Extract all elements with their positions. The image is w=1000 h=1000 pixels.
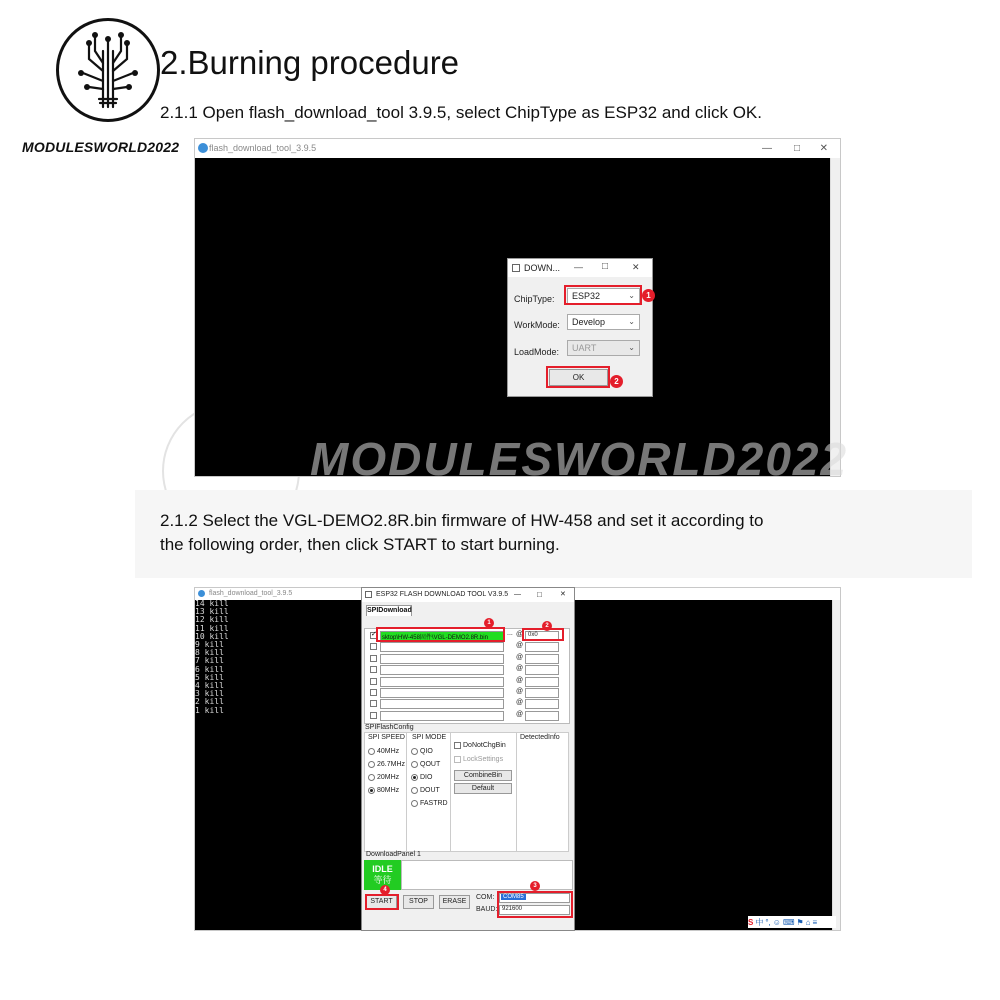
file-checkbox[interactable]: ✓ [371,631,377,638]
file-path-input[interactable] [380,688,504,698]
terminal-line: 11 kill [195,623,229,633]
address-input[interactable] [525,642,559,652]
ok-label: OK [572,373,585,382]
default-label: Default [471,785,495,792]
chip-type-value: ESP32 [572,291,601,301]
step-2-instruction-line-1: 2.1.2 Select the VGL-DEMO2.8R.bin firmware of HW-458 and set it according to [160,511,764,530]
terminal-line: 13 kill [195,607,229,617]
page-title: 2.Burning procedure [160,44,460,81]
tool-minimize-icon[interactable]: — [514,591,521,598]
spi-mode-option-label: DIO [420,774,433,781]
load-mode-select [567,340,640,356]
file-path-input[interactable] [380,642,504,652]
baud-value: 921600 [502,906,523,912]
dialog-maximize-icon[interactable]: □ [602,261,609,272]
at-symbol: @ [516,688,524,695]
spi-mode-radio[interactable] [411,748,418,755]
terminal-line: 7 kill [195,656,224,666]
tool-close-icon[interactable]: ✕ [560,591,566,598]
terminal-line: 5 kill [195,672,224,682]
combine-bin-button[interactable] [454,770,512,781]
chevron-down-icon: ⌄ [628,343,635,352]
spi-speed-option-label: 26.7MHz [377,761,406,768]
file-checkbox[interactable] [370,655,377,662]
spi-mode-radio[interactable] [411,774,418,781]
app-gear-icon [198,143,208,153]
download-log [401,860,573,890]
file-list [364,628,570,724]
spi-speed-option-label: 20MHz [377,774,400,781]
erase-label: ERASE [442,898,467,905]
marker-address: 2 [542,621,552,631]
dialog-title-bar [508,259,652,277]
spi-mode-radio[interactable] [411,787,418,794]
minimize-icon[interactable]: — [762,143,772,154]
brand-name: MODULESWORLD2022 [22,139,180,155]
at-symbol: @ [516,631,524,638]
tray-icon[interactable]: ☺ [772,917,781,927]
highlight-box-start [365,894,399,910]
terminal-line: 10 kill [195,631,229,641]
load-mode-value: UART [572,343,597,353]
spi-divider-2 [450,732,451,852]
lock-settings-checkbox [454,756,461,763]
file-path-input[interactable] [380,711,504,721]
erase-button[interactable] [439,895,470,909]
vertical-scrollbar[interactable] [830,158,840,476]
app-gear-icon [198,590,205,597]
step-1-instruction: 2.1.1 Open flash_download_tool 3.9.5, select ChipType as ESP32 and click OK. [160,103,762,122]
baud-label: BAUD: [476,906,498,913]
terminal-line: 4 kill [195,681,224,691]
tray-icon[interactable]: 中 [755,917,764,927]
tool-title-bar [362,588,574,602]
terminal-output [195,600,229,715]
file-path-value: sktop\HW-458固件\VGL-DEMO2.8R.bin [382,635,488,641]
com-value: COM85 [503,894,524,900]
system-tray [748,916,836,928]
address-input[interactable] [525,711,559,721]
window-title: flash_download_tool_3.9.5 [209,590,293,597]
stop-button[interactable] [403,895,434,909]
file-checkbox[interactable] [370,678,377,685]
chevron-down-icon: ⌄ [628,291,635,300]
spi-divider-3 [516,732,517,852]
work-mode-label: WorkMode: [514,320,560,330]
step-2-instruction-line-2: the following order, then click START to start burning. [160,535,560,554]
work-mode-select[interactable] [567,314,640,330]
vertical-scrollbar[interactable] [832,600,840,930]
highlight-box-2 [546,366,610,388]
at-symbol: @ [516,653,524,661]
file-path-input[interactable] [380,665,504,675]
file-path-input[interactable] [380,699,504,709]
maximize-icon[interactable]: □ [793,143,800,154]
file-checkbox[interactable] [370,689,377,696]
dialog-minimize-icon[interactable]: — [574,262,583,272]
spi-speed-option-label: 40MHz [377,748,400,755]
terminal-line: 9 kill [195,640,224,650]
step-marker-1: 1 [642,289,655,302]
at-symbol: @ [516,699,524,707]
spi-mode-option-label: FASTRD [420,800,448,807]
chip-select-dialog [507,258,653,397]
tray-icon[interactable]: ⚑ [796,917,804,927]
at-symbol: @ [516,710,524,718]
file-checkbox[interactable] [370,712,377,719]
download-panel-label: DownloadPanel 1 [366,851,421,858]
file-path-input[interactable] [380,654,504,664]
esp32-download-tool-window [361,587,575,931]
spi-mode-label: SPI MODE [412,734,447,741]
flash-tool-window-1 [194,138,841,477]
spi-speed-radio[interactable] [368,761,375,768]
spi-speed-radio[interactable] [368,748,375,755]
marker-start: 4 [380,885,390,895]
terminal-line: 3 kill [195,689,224,699]
spi-divider-1 [406,732,407,852]
address-input[interactable] [525,699,559,709]
tray-icon[interactable]: ≡ [812,917,818,927]
tab-label: SPIDownload [367,607,412,614]
spi-flash-config-label: SPIFlashConfig [365,724,414,731]
spi-mode-option-label: QOUT [420,761,441,768]
work-mode-value: Develop [572,317,606,327]
dialog-title: DOWN... [524,263,560,273]
terminal-line: 2 kill [195,697,224,707]
file-path-input[interactable] [380,677,504,687]
start-label: START [370,898,393,905]
window-title: flash_download_tool_3.9.5 [209,143,317,153]
watermark-text: MODULESWORLD2022 [310,433,849,485]
com-label: COM: [476,894,495,901]
status-idle: IDLE [372,864,393,874]
close-icon[interactable]: ✕ [819,143,828,154]
file-checkbox[interactable] [370,700,377,707]
spi-mode-option-label: QIO [420,748,433,755]
address-input[interactable] [525,654,559,664]
address-input[interactable] [525,688,559,698]
do-not-chg-bin-label: DoNotChgBin [463,742,506,749]
window-title-bar [195,139,840,158]
tray-icon[interactable]: °, [765,917,771,927]
terminal-line: 12 kill [195,615,229,625]
at-symbol: @ [516,676,524,684]
spi-speed-label: SPI SPEED [368,734,405,741]
browse-button[interactable]: ... [507,630,513,637]
at-symbol: @ [516,642,524,650]
address-input[interactable] [525,665,559,675]
marker-com-baud: 3 [530,881,540,891]
spi-mode-radio[interactable] [411,761,418,768]
file-checkbox[interactable] [370,643,377,650]
combine-bin-label: CombineBin [463,772,503,779]
detected-info-label: DetectedInfo [520,734,560,741]
address-input[interactable] [525,677,559,687]
circuit-bulb-icon [59,21,157,119]
chevron-down-icon: ⌄ [628,317,635,326]
terminal-line: 6 kill [195,664,224,674]
terminal-line: 8 kill [195,648,224,658]
load-mode-label: LoadMode: [514,347,560,357]
dialog-app-icon [512,264,520,272]
spi-speed-option-label: 80MHz [377,787,400,794]
highlight-box-1 [564,285,642,305]
do-not-chg-bin-checkbox[interactable] [454,742,461,749]
dialog-close-icon[interactable]: ✕ [632,262,640,272]
default-button[interactable] [454,783,512,794]
tray-icon[interactable]: ⌂ [805,917,811,927]
terminal-line: 14 kill [195,599,229,608]
at-symbol: @ [516,665,524,673]
tool-maximize-icon[interactable]: □ [537,590,542,599]
step-marker-2: 2 [610,375,623,388]
tab-spidownload[interactable] [366,605,412,616]
tool-app-icon [365,591,372,598]
spi-mode-option-label: DOUT [420,787,440,794]
status-wait: 等待 [373,875,392,885]
tray-icon[interactable]: ⌨ [782,917,795,927]
file-checkbox[interactable] [370,666,377,673]
spi-mode-radio[interactable] [411,800,418,807]
highlight-box-com-baud [497,891,573,918]
brand-logo [56,18,160,122]
chip-type-label: ChipType: [514,294,555,304]
highlight-box-file [376,627,505,642]
lock-settings-label: LockSettings [463,756,504,763]
tool-title: ESP32 FLASH DOWNLOAD TOOL V3.9.5 [376,591,509,598]
address-value: 0x0 [528,632,538,638]
spi-speed-radio[interactable] [368,787,375,794]
stop-label: STOP [409,898,428,905]
marker-file: 1 [484,618,494,628]
spi-speed-radio[interactable] [368,774,375,781]
terminal-line: 1 kill [195,705,224,715]
input-method-icon[interactable]: S [748,917,754,927]
